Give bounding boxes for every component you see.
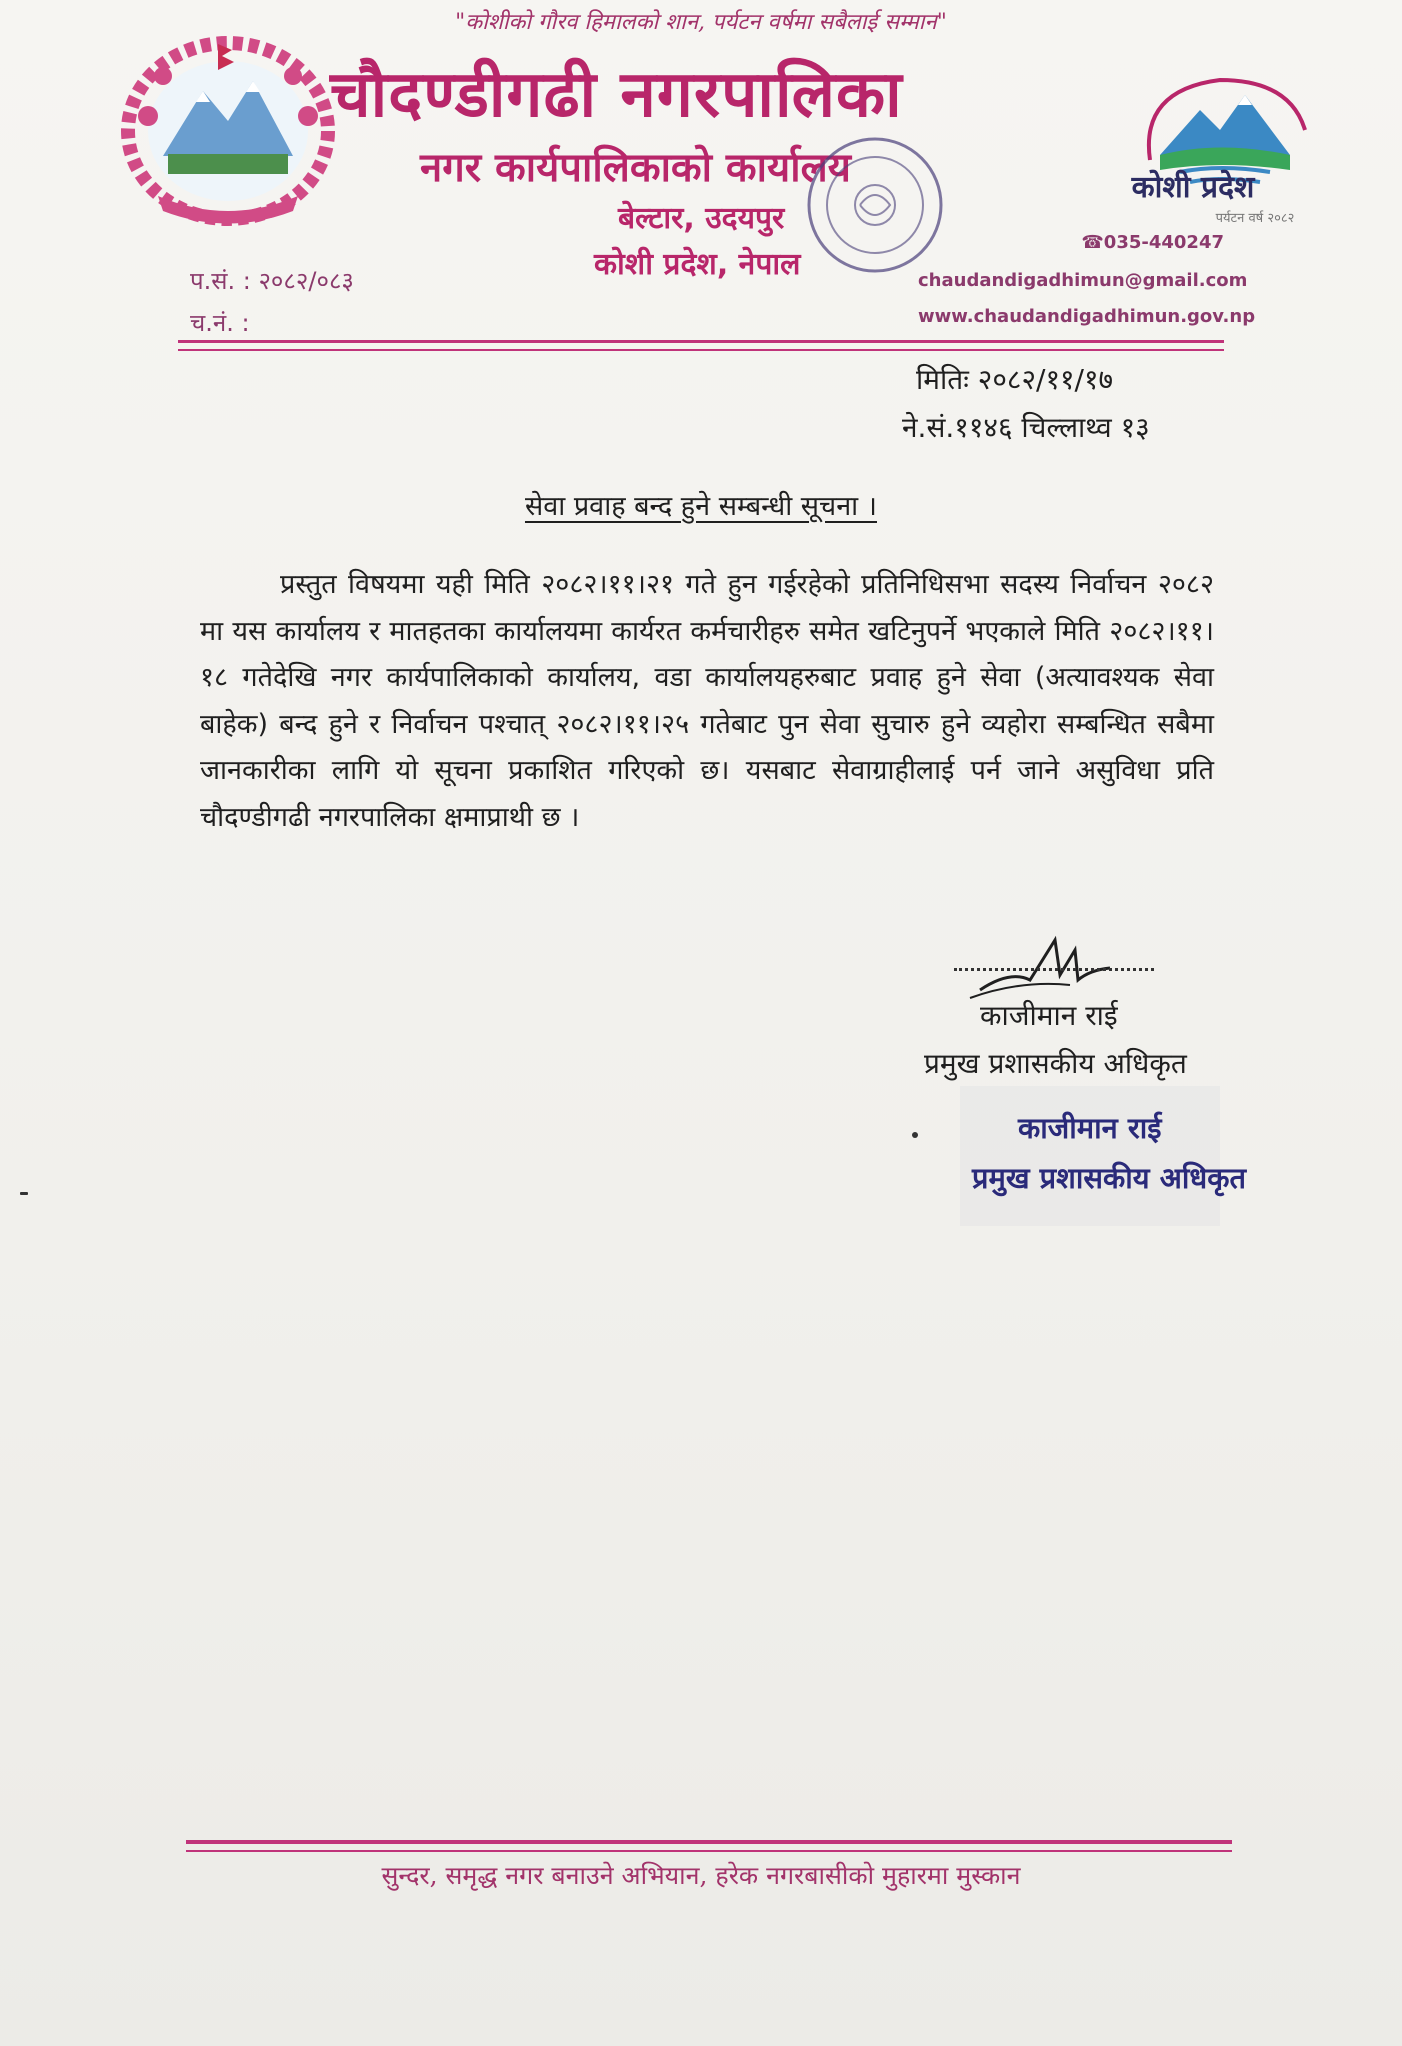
signature-line	[954, 968, 1154, 971]
koshi-logo-subtitle: पर्यटन वर्ष २०८२	[1215, 211, 1295, 226]
ink-mark	[20, 1192, 28, 1195]
address-line-2: कोशी प्रदेश, नेपाल	[594, 247, 801, 282]
municipal-emblem-icon	[118, 36, 338, 226]
phone-number: ☎035-440247	[1081, 232, 1224, 253]
header-slogan: "कोशीको गौरव हिमालको शान, पर्यटन वर्षमा सबैलाई सम्मान"	[455, 10, 947, 35]
org-subtitle: नगर कार्यपालिकाको कार्यालय	[420, 145, 851, 191]
letter-body: प्रस्तुत विषयमा यही मिति २०८२।११।२१ गते हुन गईरहेको प्रतिनिधिसभा सदस्य निर्वाचन २०८२ मा यस कार्यालय र मातहतका कार्यालयमा कार्यरत कर्मचारीहरु समेत खटिनुपर्ने भएकाले मिति २०८२।११।१८ गतेदेखि नगर कार्यपालिकाको कार्यालय, वडा कार्यालयहरुबाट प्रवाह हुने सेवा (अत्यावश्यक सेवा बाहेक) बन्द हुने र निर्वाचन पश्चात् २०८२।११।२५ गतेबाट पुन सेवा सुचारु हुने व्यहोरा सम्बन्धित सबैमा जानकारीका लागि यो सूचना प्रकाशित गरिएको छ। यसबाट सेवाग्राहीलाई पर्न जाने असुविधा प्रति चौदण्डीगढी नगरपालिका क्षमाप्राथी छ ।	[200, 569, 1214, 833]
ink-dot	[912, 1132, 918, 1138]
address-line-1: बेल्टार, उदयपुर	[618, 201, 785, 236]
nepal-sambat-date: ने.सं.११४६ चिल्लाथ्व १३	[902, 411, 1150, 444]
signatory-name: काजीमान राई	[980, 999, 1118, 1032]
stamp-title: प्रमुख प्रशासकीय अधिकृत	[972, 1161, 1247, 1195]
header-divider	[178, 340, 1224, 351]
email-address: chaudandigadhimun@gmail.com	[918, 270, 1248, 291]
office-seal-icon	[790, 130, 960, 280]
dispatch-number: च.नं. :	[190, 309, 250, 337]
org-name: चौदण्डीगढी नगरपालिका	[330, 58, 903, 132]
website-url: www.chaudandigadhimun.gov.np	[918, 306, 1256, 327]
footer-slogan: सुन्दर, समृद्ध नगर बनाउने अभियान, हरेक नगरबासीको मुहारमा मुस्कान	[381, 1861, 1021, 1890]
letter-subject	[0, 486, 1402, 523]
letter-subject-text: सेवा प्रवाह बन्द हुने सम्बन्धी सूचना ।	[524, 491, 877, 522]
signatory-title: प्रमुख प्रशासकीय अधिकृत	[924, 1047, 1187, 1080]
reference-number: प.सं. : २०८२/०८३	[190, 267, 354, 295]
footer-divider	[186, 1840, 1232, 1852]
stamp-name: काजीमान राई	[1018, 1111, 1162, 1145]
koshi-logo-label: कोशी प्रदेश	[1131, 170, 1255, 205]
letter-date: मितिः २०८२/११/१७	[916, 363, 1114, 396]
name-stamp	[960, 1086, 1220, 1226]
